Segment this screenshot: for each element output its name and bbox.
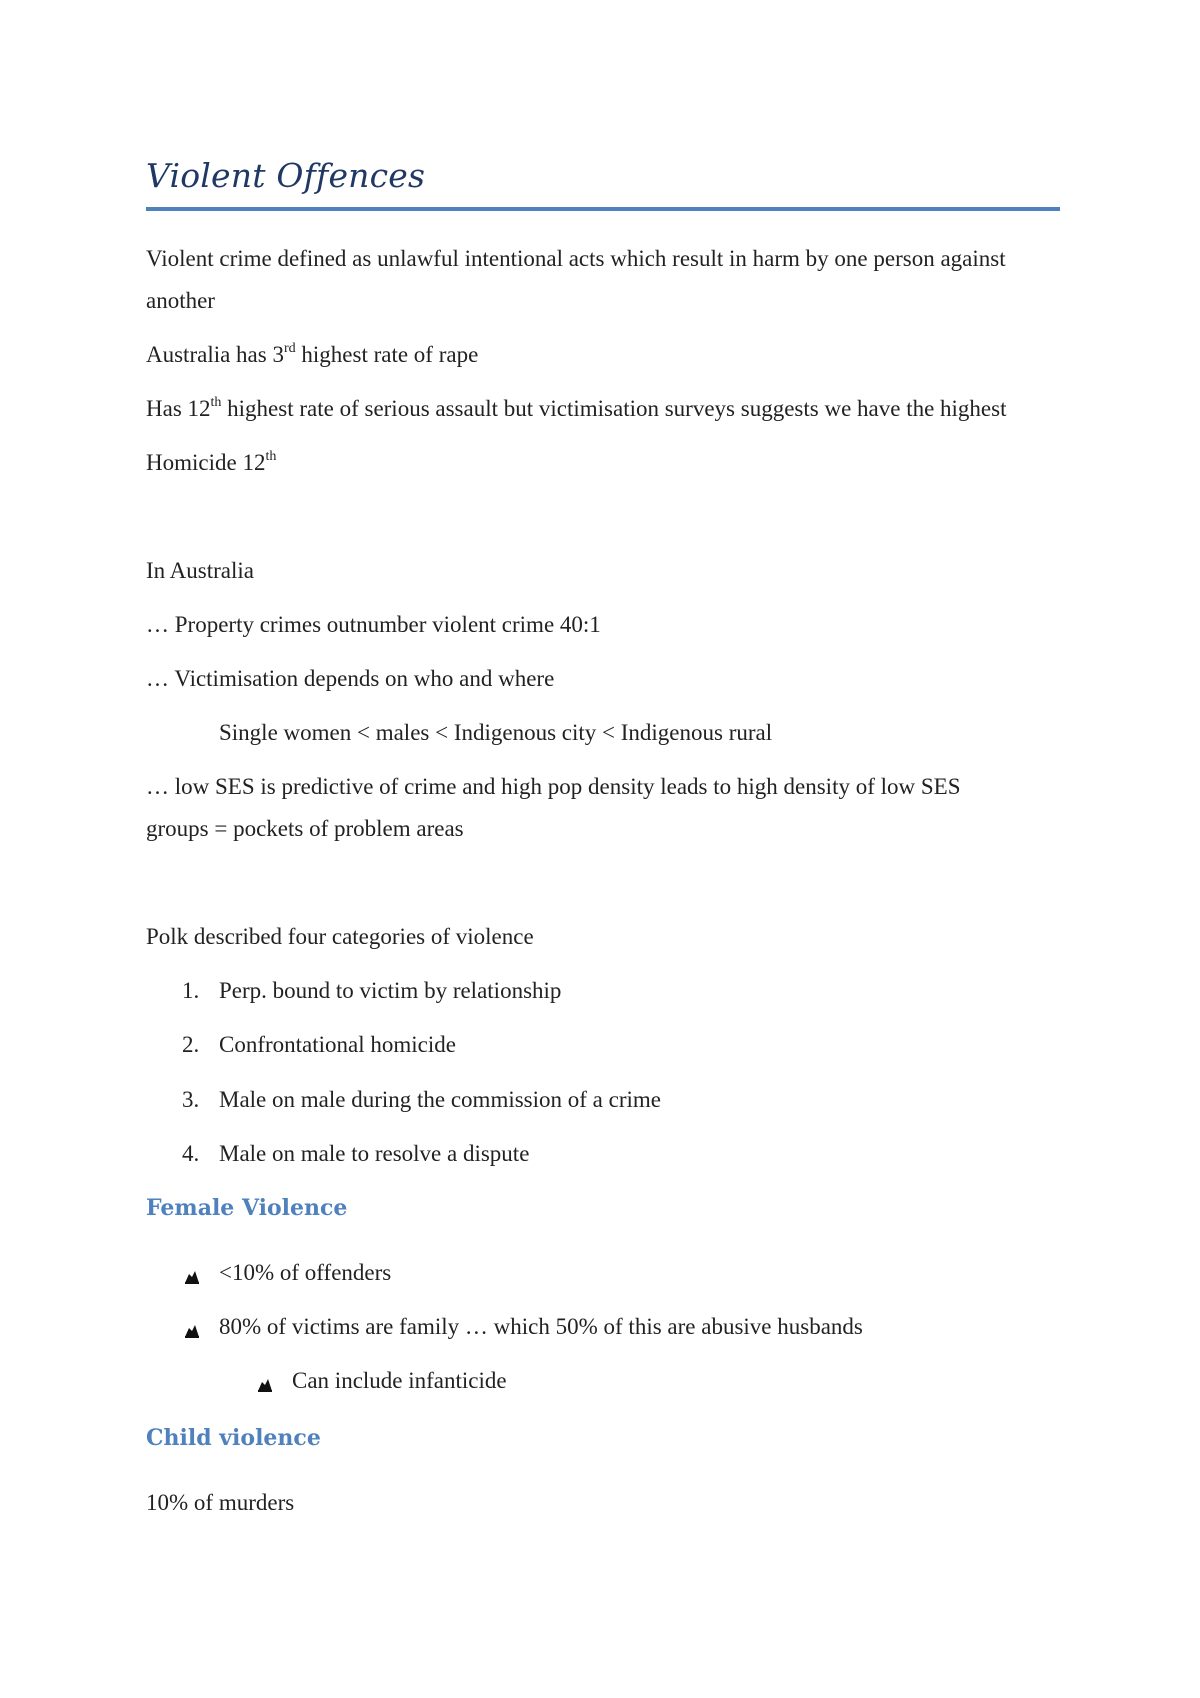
assault-stat — [146, 396, 1006, 422]
australia-point-2-sub: Single women < males < Indigenous city < Indigenous rural — [219, 720, 773, 745]
list-item — [182, 1087, 199, 1113]
homicide-stat-sup: th — [265, 449, 277, 464]
bullet-icon — [183, 1268, 201, 1286]
list-item-number: 3. — [182, 1087, 200, 1112]
list-item — [182, 1141, 199, 1167]
assault-stat-prefix: Has 12 — [146, 396, 211, 421]
homicide-stat-prefix: Homicide 12 — [146, 450, 266, 475]
child-violence-heading: Child violence — [146, 1425, 321, 1451]
list-item-text: Male on male during the commission of a crime — [219, 1087, 661, 1112]
list-item — [182, 1032, 199, 1058]
list-item-number: 2. — [182, 1032, 200, 1057]
intro-line-2: another — [146, 288, 215, 313]
bullet-icon — [183, 1322, 201, 1340]
assault-stat-suffix: highest rate of serious assault but victimisation surveys suggests we have the highest — [221, 396, 1007, 421]
female-bullet-2: 80% of victims are family … which 50% of this are abusive husbands — [219, 1314, 863, 1339]
list-item-text: Perp. bound to victim by relationship — [219, 978, 562, 1003]
australia-point-1: … Property crimes outnumber violent crime 40:1 — [146, 612, 601, 637]
bullet-icon — [256, 1376, 274, 1394]
list-item-number: 4. — [182, 1141, 200, 1166]
rape-stat-sup: rd — [283, 341, 296, 356]
rape-stat-prefix: Australia has 3 — [146, 342, 284, 367]
list-item — [182, 978, 199, 1004]
female-violence-heading: Female Violence — [146, 1195, 348, 1221]
list-item-text: Male on male to resolve a dispute — [219, 1141, 530, 1166]
child-violence-text: 10% of murders — [146, 1490, 295, 1515]
homicide-stat — [146, 450, 276, 476]
polk-heading: Polk described four categories of violence — [146, 924, 534, 949]
female-sub-bullet: Can include infanticide — [292, 1368, 507, 1393]
list-item-text: Confrontational homicide — [219, 1032, 456, 1057]
page-title: Violent Offences — [146, 156, 426, 195]
australia-heading: In Australia — [146, 558, 254, 583]
australia-point-3-line-2: groups = pockets of problem areas — [146, 816, 464, 841]
rape-stat — [146, 342, 478, 368]
intro-line-1: Violent crime defined as unlawful intentional acts which result in harm by one person against — [146, 246, 1006, 271]
title-underline — [146, 207, 1060, 211]
australia-point-3-line-1: … low SES is predictive of crime and high pop density leads to high density of low SES — [146, 774, 961, 799]
list-item-number: 1. — [182, 978, 200, 1003]
australia-point-2: … Victimisation depends on who and where — [146, 666, 555, 691]
female-bullet-1: <10% of offenders — [219, 1260, 392, 1285]
rape-stat-suffix: highest rate of rape — [295, 342, 479, 367]
assault-stat-sup: th — [210, 395, 222, 410]
